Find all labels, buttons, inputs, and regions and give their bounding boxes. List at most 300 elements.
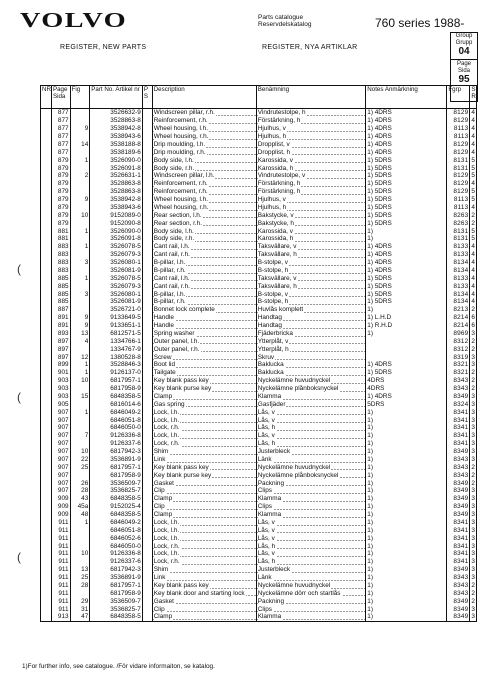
cell-ps — [142, 566, 152, 574]
cell-fig: 10 — [70, 211, 90, 219]
cell-description-text: Reinforcement, r.h. — [153, 180, 208, 188]
cell-fgrp: 8134 — [447, 259, 470, 267]
table-row — [41, 408, 477, 416]
cell-nr — [41, 353, 52, 361]
cell-ps — [142, 133, 152, 141]
table-row — [41, 322, 477, 330]
cell-fig — [70, 117, 90, 125]
cell-benamning — [256, 353, 366, 361]
cell-fig: 29 — [70, 597, 90, 605]
table-row — [41, 589, 477, 597]
cell-notes: 1) 4DRS — [366, 393, 447, 401]
cell-notes: 1) — [366, 526, 447, 534]
cell-description-text: Link — [153, 455, 166, 463]
cell-benamning — [256, 377, 366, 385]
table-row — [41, 117, 477, 125]
cell-fig: 22 — [70, 456, 90, 464]
table-row — [41, 345, 477, 353]
cell-fig: 25 — [70, 463, 90, 471]
cell-notes: 1) — [366, 448, 447, 456]
cell-nr — [41, 337, 52, 345]
cell-part-no: 3528863-8 — [90, 188, 143, 196]
cell-sr: 3 — [471, 408, 475, 416]
cell-benamning — [256, 172, 366, 180]
cell-notes: 1) — [366, 519, 447, 527]
cell-benamning — [256, 133, 366, 141]
cell-fgrp: 8129 — [447, 117, 470, 125]
table-row — [41, 432, 477, 440]
cell-benamning — [256, 204, 366, 212]
table-row — [41, 361, 477, 369]
footnote: 1)For further info, see catalogue. /För vidare informaiton, se katalog. — [22, 663, 215, 670]
cell-ps — [142, 227, 152, 235]
cell-benamning-text: Lås, v — [257, 526, 275, 534]
col-page: Page Sida — [51, 85, 70, 109]
cell-benamning-text: Lås, v — [257, 416, 275, 424]
cell-benamning — [256, 306, 366, 314]
cell-ps — [142, 511, 152, 519]
cell-part-no: 3526090-0 — [90, 156, 143, 164]
cell-fgrp: 8349 — [447, 495, 470, 503]
cell-benamning — [256, 526, 366, 534]
cell-benamning — [256, 519, 366, 527]
cell-notes: 1) — [366, 495, 447, 503]
table-row — [41, 503, 477, 511]
cell-fgrp: 8129 — [447, 172, 470, 180]
cell-sr: 3 — [471, 558, 475, 566]
cell-sr: 4 — [471, 125, 475, 133]
cell-description — [152, 251, 256, 259]
cell-description — [152, 125, 256, 133]
cell-benamning-text: Lås, v — [257, 550, 275, 558]
cell-ps — [142, 330, 152, 338]
cell-description-text: Lock, r.h. — [153, 424, 180, 432]
cell-fig — [70, 164, 90, 172]
cell-benamning-text: Clips — [257, 503, 272, 511]
cell-nr — [41, 503, 52, 511]
cell-page: 879 — [51, 164, 70, 172]
cell-part-no: 3536509-7 — [90, 479, 143, 487]
table-row — [41, 133, 477, 141]
cell-page: 911 — [51, 526, 70, 534]
cell-description-text: Shim — [153, 448, 169, 456]
cell-benamning-text: Lås, h — [257, 424, 276, 432]
cell-description — [152, 519, 256, 527]
cell-sr: 5 — [471, 196, 475, 204]
cell-nr — [41, 282, 52, 290]
cell-benamning — [256, 589, 366, 597]
cell-benamning — [256, 400, 366, 408]
table-row — [41, 416, 477, 424]
cell-notes: 1) R.H.D — [366, 322, 447, 330]
cell-part-no: 3536891-9 — [90, 456, 143, 464]
cell-description-text: Body side, r.h. — [153, 235, 195, 243]
cell-nr — [41, 330, 52, 338]
cell-description-text: Lock, l.h. — [153, 518, 180, 526]
cell-nr — [41, 558, 52, 566]
cell-ps — [142, 353, 152, 361]
cell-nr — [41, 613, 52, 621]
cell-description — [152, 448, 256, 456]
cell-description — [152, 377, 256, 385]
cell-benamning — [256, 188, 366, 196]
table-row — [41, 219, 477, 227]
cell-fgrp: 8349 — [447, 393, 470, 401]
cell-fig: 43 — [70, 495, 90, 503]
cell-nr — [41, 605, 52, 613]
table-row — [41, 180, 477, 188]
cell-page: 911 — [51, 542, 70, 550]
cell-page: 883 — [51, 251, 70, 259]
cell-fgrp: 8341 — [447, 542, 470, 550]
cell-ps — [142, 235, 152, 243]
cell-fgrp: 8129 — [447, 141, 470, 149]
cell-fig: 28 — [70, 487, 90, 495]
cell-part-no: 6848358-5 — [90, 511, 143, 519]
cell-benamning — [256, 148, 366, 156]
cell-notes: 4DRS — [366, 377, 447, 385]
catalog-title-sv: Reservdelskatalog — [258, 21, 312, 28]
cell-nr — [41, 322, 52, 330]
cell-benamning-text: Nyckelämne plånboksnyckel — [257, 385, 339, 393]
cell-description-text: Spring washer — [153, 329, 195, 337]
cell-nr — [41, 274, 52, 282]
table-row — [41, 330, 477, 338]
cell-sr: 2 — [471, 597, 475, 605]
cell-nr — [41, 448, 52, 456]
cell-description — [152, 164, 256, 172]
cell-sr: 2 — [471, 345, 475, 353]
cell-fig: 12 — [70, 353, 90, 361]
cell-sr: 4 — [471, 117, 475, 125]
cell-notes: 1) 4DRS — [366, 141, 447, 149]
table-row — [41, 558, 477, 566]
cell-page: 909 — [51, 511, 70, 519]
cell-sr: 3 — [471, 440, 475, 448]
cell-nr — [41, 227, 52, 235]
cell-ps — [142, 204, 152, 212]
volvo-logo: VOLVO — [20, 8, 127, 32]
cell-sr: 6 — [471, 314, 475, 322]
cell-ps — [142, 148, 152, 156]
cell-benamning-text: B-stolpe, h — [257, 298, 289, 306]
cell-fgrp: 8341 — [447, 558, 470, 566]
cell-benamning — [256, 558, 366, 566]
cell-part-no: 3526080-1 — [90, 259, 143, 267]
cell-page: 907 — [51, 416, 70, 424]
col-notes: Notes Anmärkning — [366, 85, 447, 109]
cell-ps — [142, 448, 152, 456]
cell-description — [152, 597, 256, 605]
cell-notes — [366, 345, 447, 353]
table-row — [41, 267, 477, 275]
cell-page: 899 — [51, 361, 70, 369]
cell-notes: 1) 4DRS — [366, 361, 447, 369]
cell-ps — [142, 605, 152, 613]
cell-ps — [142, 109, 152, 117]
cell-nr — [41, 204, 52, 212]
cell-page: 877 — [51, 109, 70, 117]
cell-benamning-text: Gasfjäder — [257, 400, 286, 408]
table-row — [41, 377, 477, 385]
cell-benamning-text: Lås, v — [257, 432, 275, 440]
table-row — [41, 542, 477, 550]
cell-description-text: Lock, l.h. — [153, 416, 180, 424]
cell-benamning — [256, 597, 366, 605]
table-row — [41, 511, 477, 519]
cell-description — [152, 188, 256, 196]
cell-ps — [142, 290, 152, 298]
cell-page: 907 — [51, 408, 70, 416]
cell-fgrp: 8214 — [447, 322, 470, 330]
cell-benamning-text: Hjulhus, v — [257, 196, 286, 204]
cell-nr — [41, 385, 52, 393]
cell-part-no: 6817942-3 — [90, 448, 143, 456]
cell-part-no: 6846049-2 — [90, 519, 143, 527]
cell-page: 911 — [51, 550, 70, 558]
cell-description — [152, 337, 256, 345]
cell-description — [152, 156, 256, 164]
cell-benamning-text: Lås, v — [257, 534, 275, 542]
cell-notes: 1) 4DRS — [366, 267, 447, 275]
cell-notes: 1) — [366, 463, 447, 471]
cell-fig: 31 — [70, 605, 90, 613]
cell-sr: 3 — [471, 432, 475, 440]
cell-description — [152, 542, 256, 550]
cell-sr: 5 — [471, 156, 475, 164]
cell-fig — [70, 589, 90, 597]
cell-page: 903 — [51, 377, 70, 385]
cell-fig: 7 — [70, 432, 90, 440]
cell-page: 879 — [51, 180, 70, 188]
cell-part-no: 3526079-3 — [90, 251, 143, 259]
cell-ps — [142, 274, 152, 282]
cell-description — [152, 471, 256, 479]
cell-ps — [142, 117, 152, 125]
cell-sr: 2 — [471, 581, 475, 589]
cell-fig: 48 — [70, 511, 90, 519]
cell-benamning — [256, 369, 366, 377]
cell-part-no: 6817957-1 — [90, 377, 143, 385]
cell-page: 879 — [51, 188, 70, 196]
cell-ps — [142, 369, 152, 377]
cell-notes: 1) — [366, 432, 447, 440]
cell-benamning-text: B-stolpe, v — [257, 259, 288, 267]
cell-description-text: Lock, l.h. — [153, 550, 180, 558]
cell-benamning-text: Karossida, h — [257, 164, 294, 172]
cell-sr: 4 — [471, 298, 475, 306]
cell-benamning-text: Nyckelämne huvudnyckel — [257, 463, 331, 471]
cell-description — [152, 172, 256, 180]
cell-description — [152, 204, 256, 212]
cell-fgrp: 8343 — [447, 471, 470, 479]
cell-fgrp: 8129 — [447, 180, 470, 188]
cell-notes: 1) 4DRS — [366, 133, 447, 141]
cell-nr — [41, 487, 52, 495]
cell-part-no: 3538942-8 — [90, 125, 143, 133]
cell-benamning-text: B-stolpe, h — [257, 266, 289, 274]
cell-benamning — [256, 117, 366, 125]
cell-nr — [41, 345, 52, 353]
cell-benamning — [256, 267, 366, 275]
cell-fgrp: 8131 — [447, 164, 470, 172]
cell-benamning — [256, 487, 366, 495]
cell-description — [152, 582, 256, 590]
cell-part-no: 1334767-9 — [90, 345, 143, 353]
cell-notes: 1) 4DRS — [366, 148, 447, 156]
cell-page: 897 — [51, 353, 70, 361]
cell-nr — [41, 164, 52, 172]
cell-notes: 1) 4DRS — [366, 117, 447, 125]
cell-nr — [41, 582, 52, 590]
table-row — [41, 337, 477, 345]
cell-fig: 1 — [70, 408, 90, 416]
cell-description — [152, 243, 256, 251]
cell-benamning-text: Bakstycke, v — [257, 211, 294, 219]
cell-description-text: Boot lid — [153, 361, 176, 369]
cell-ps — [142, 156, 152, 164]
cell-sr: 3 — [471, 361, 475, 369]
cell-description-text: Body side, r.h. — [153, 164, 195, 172]
cell-fgrp: 8349 — [447, 597, 470, 605]
cell-sr: 5 — [471, 164, 475, 172]
cell-sr: 4 — [471, 251, 475, 259]
cell-ps — [142, 322, 152, 330]
cell-nr — [41, 361, 52, 369]
cell-fig: 1 — [70, 243, 90, 251]
cell-description-text: Gasket — [153, 597, 174, 605]
cell-fgrp: 8349 — [447, 566, 470, 574]
series-title: 760 series 1988- — [375, 16, 465, 30]
cell-benamning-text: Taksvällare, h — [257, 251, 297, 259]
cell-description — [152, 589, 256, 597]
cell-fig: 1 — [70, 361, 90, 369]
cell-page: 877 — [51, 133, 70, 141]
cell-notes: 1) — [366, 424, 447, 432]
cell-description-text: B-pillar, l.h. — [153, 290, 186, 298]
cell-fgrp: 8349 — [447, 613, 470, 621]
cell-sr: 3 — [471, 518, 475, 526]
table-row — [41, 125, 477, 133]
cell-description-text: Clip — [153, 487, 165, 495]
cell-benamning-text: Skruv — [257, 353, 275, 361]
cell-description-text: Windscreen pillar, r.h. — [153, 109, 215, 117]
cell-part-no: 3526078-5 — [90, 274, 143, 282]
cell-sr: 4 — [471, 148, 475, 156]
cell-ps — [142, 188, 152, 196]
cell-part-no: 3538188-8 — [90, 141, 143, 149]
cell-nr — [41, 566, 52, 574]
cell-description-text: Key blank door and starting lock — [153, 589, 245, 597]
cell-notes: 1) — [366, 558, 447, 566]
cell-ps — [142, 471, 152, 479]
cell-nr — [41, 519, 52, 527]
cell-description-text: Cant rail, r.h. — [153, 251, 190, 259]
cell-benamning-text: Karossida, v — [257, 156, 293, 164]
cell-fig: 14 — [70, 141, 90, 149]
cell-nr — [41, 251, 52, 259]
cell-ps — [142, 377, 152, 385]
cell-benamning — [256, 503, 366, 511]
cell-nr — [41, 109, 52, 117]
cell-fig — [70, 148, 90, 156]
cell-benamning-text: Handtag — [257, 322, 282, 330]
cell-part-no: 3526078-5 — [90, 243, 143, 251]
cell-fig — [70, 267, 90, 275]
cell-fgrp: 8349 — [447, 511, 470, 519]
cell-fig: 45a — [70, 503, 90, 511]
cell-notes: 1) — [366, 574, 447, 582]
cell-benamning-text: Fjäderbricka — [257, 329, 293, 337]
cell-description — [152, 235, 256, 243]
cell-benamning-text: Clips — [257, 487, 272, 495]
cell-sr: 2 — [471, 369, 475, 377]
cell-ps — [142, 542, 152, 550]
cell-fgrp: 8131 — [447, 227, 470, 235]
group-label: Group — [455, 33, 473, 39]
cell-nr — [41, 550, 52, 558]
table-row — [41, 235, 477, 243]
cell-sr: 2 — [471, 463, 475, 471]
cell-ps — [142, 456, 152, 464]
cell-fgrp: 8343 — [447, 456, 470, 464]
cell-part-no: 9152025-4 — [90, 503, 143, 511]
cell-benamning — [256, 393, 366, 401]
cell-fig: 10 — [70, 550, 90, 558]
cell-ps — [142, 141, 152, 149]
cell-sr: 3 — [471, 400, 475, 408]
cell-fig — [70, 251, 90, 259]
cell-part-no: 3528863-8 — [90, 117, 143, 125]
cell-page: 907 — [51, 479, 70, 487]
cell-fgrp: 8133 — [447, 282, 470, 290]
cell-description — [152, 306, 256, 314]
cell-benamning-text: Karossida, h — [257, 235, 294, 243]
cell-benamning-text: Justerbleck — [257, 448, 291, 456]
cell-sr: 2 — [471, 385, 475, 393]
cell-part-no: 3538942-8 — [90, 196, 143, 204]
cell-fig: 9 — [70, 322, 90, 330]
cell-nr — [41, 463, 52, 471]
cell-part-no: 9152089-0 — [90, 211, 143, 219]
cell-page: 891 — [51, 314, 70, 322]
cell-ps — [142, 503, 152, 511]
cell-nr — [41, 259, 52, 267]
cell-description — [152, 180, 256, 188]
cell-benamning-text: Hjulhus, h — [257, 133, 287, 141]
cell-description — [152, 361, 256, 369]
cell-page: 913 — [51, 613, 70, 621]
cell-ps — [142, 306, 152, 314]
cell-fgrp: 8341 — [447, 432, 470, 440]
cell-benamning-text: Länk — [257, 455, 272, 463]
cell-fig: 13 — [70, 330, 90, 338]
cell-sr: 2 — [471, 306, 475, 314]
cell-nr — [41, 432, 52, 440]
cell-description-text: Shim — [153, 566, 169, 574]
cell-fig — [70, 219, 90, 227]
cell-sr: 5 — [471, 188, 475, 196]
cell-ps — [142, 196, 152, 204]
cell-part-no: 3536825-7 — [90, 487, 143, 495]
cell-benamning-text: Hjulhus, v — [257, 125, 286, 133]
cell-notes: 1) 5DRS — [366, 164, 447, 172]
cell-part-no: 9126337-6 — [90, 440, 143, 448]
cell-benamning — [256, 550, 366, 558]
cell-page: 911 — [51, 574, 70, 582]
cell-description — [152, 416, 256, 424]
cell-nr — [41, 314, 52, 322]
